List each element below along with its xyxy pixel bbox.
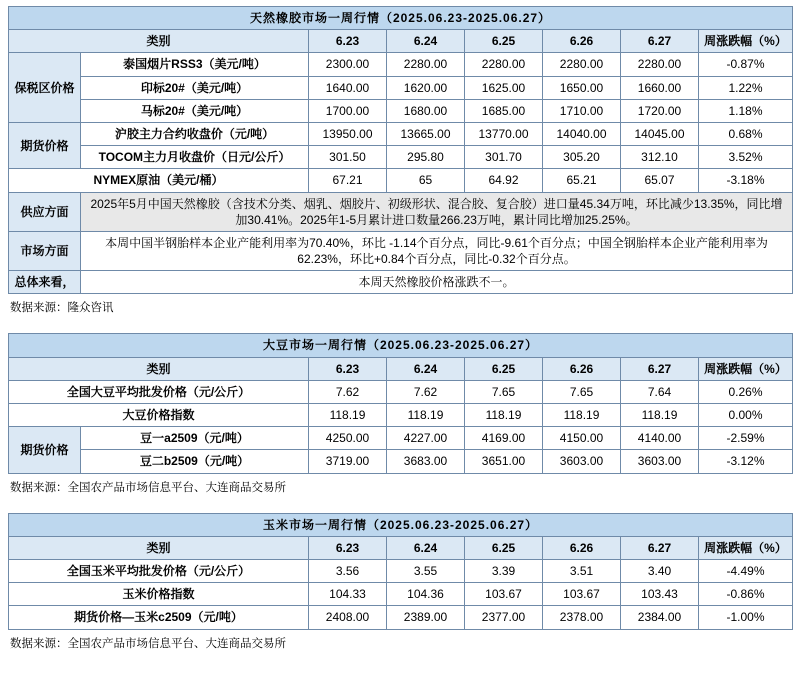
cell-value: 2389.00 <box>387 606 465 629</box>
table-row <box>9 606 793 629</box>
cell-change: -4.49% <box>699 559 793 582</box>
cell-value: 2280.00 <box>543 53 621 76</box>
cell-change: 3.52% <box>699 146 793 169</box>
cell-change: 1.22% <box>699 76 793 99</box>
row-label: 玉米价格指数 <box>9 583 309 606</box>
corn-col-d3: 6.25 <box>465 536 543 559</box>
cell-change: 1.18% <box>699 99 793 122</box>
cell-change: -1.00% <box>699 606 793 629</box>
row-label: 沪胶主力合约收盘价（元/吨） <box>81 122 309 145</box>
soybean-header-row <box>9 357 793 380</box>
cell-value: 65.21 <box>543 169 621 192</box>
soybean-source: 数据来源：全国农产品市场信息平台、大连商品交易所 <box>10 481 286 494</box>
table-row <box>9 427 793 450</box>
cell-value: 7.64 <box>621 380 699 403</box>
soybean-col-d1: 6.23 <box>309 357 387 380</box>
cell-value: 13770.00 <box>465 122 543 145</box>
cell-value: 2377.00 <box>465 606 543 629</box>
rubber-title: 天然橡胶市场一周行情（2025.06.23-2025.06.27） <box>9 7 793 30</box>
cell-change: -3.12% <box>699 450 793 473</box>
cell-value: 2378.00 <box>543 606 621 629</box>
cell-value: 2384.00 <box>621 606 699 629</box>
cell-value: 4227.00 <box>387 427 465 450</box>
summary-label: 总体来看， <box>9 271 81 294</box>
cell-value: 118.19 <box>465 404 543 427</box>
cell-change: -3.18% <box>699 169 793 192</box>
cell-value: 301.50 <box>309 146 387 169</box>
cell-value: 295.80 <box>387 146 465 169</box>
rubber-source: 数据来源：隆众咨讯 <box>10 302 114 315</box>
table-row <box>9 53 793 76</box>
cell-value: 103.67 <box>543 583 621 606</box>
cell-value: 118.19 <box>543 404 621 427</box>
cell-value: 3.39 <box>465 559 543 582</box>
table-row <box>9 559 793 582</box>
cell-change: 0.00% <box>699 404 793 427</box>
table-row <box>9 99 793 122</box>
soybean-col-d3: 6.25 <box>465 357 543 380</box>
table-row <box>9 122 793 145</box>
cell-value: 118.19 <box>309 404 387 427</box>
rubber-title-row <box>9 7 793 30</box>
rubber-col-category: 类别 <box>9 30 309 53</box>
cell-value: 104.33 <box>309 583 387 606</box>
cell-change: 0.68% <box>699 122 793 145</box>
row-label: 大豆价格指数 <box>9 404 309 427</box>
corn-col-d1: 6.23 <box>309 536 387 559</box>
cell-value: 3.56 <box>309 559 387 582</box>
cell-value: 3719.00 <box>309 450 387 473</box>
rubber-col-d1: 6.23 <box>309 30 387 53</box>
row-label: 豆二b2509（元/吨） <box>81 450 309 473</box>
rubber-col-d3: 6.25 <box>465 30 543 53</box>
rubber-header-row <box>9 30 793 53</box>
row-label: NYMEX原油（美元/桶） <box>9 169 309 192</box>
cell-value: 3683.00 <box>387 450 465 473</box>
corn-title-row <box>9 513 793 536</box>
corn-header-row <box>9 536 793 559</box>
soybean-table <box>8 333 793 473</box>
cell-value: 4140.00 <box>621 427 699 450</box>
soybean-title: 大豆市场一周行情（2025.06.23-2025.06.27） <box>9 334 793 357</box>
market-row <box>9 231 793 270</box>
row-label: 期货价格—玉米c2509（元/吨） <box>9 606 309 629</box>
table-row <box>9 76 793 99</box>
corn-section <box>8 513 792 651</box>
cell-value: 3603.00 <box>543 450 621 473</box>
cell-value: 64.92 <box>465 169 543 192</box>
corn-col-d4: 6.26 <box>543 536 621 559</box>
cell-value: 104.36 <box>387 583 465 606</box>
supply-text: 2025年5月中国天然橡胶（含技术分类、烟乳、烟胶片、初级形状、混合胶、复合胶）进口量45.34万吨，环比减少13.35%，同比增加30.41%。2025年1-5月累计进口数量266.23万吨，累计同比增加25.25%。 <box>81 192 793 231</box>
row-label: 马标20#（美元/吨） <box>81 99 309 122</box>
soybean-col-category: 类别 <box>9 357 309 380</box>
rubber-table <box>8 6 793 294</box>
cell-value: 3651.00 <box>465 450 543 473</box>
cell-value: 7.65 <box>543 380 621 403</box>
cell-value: 13665.00 <box>387 122 465 145</box>
rubber-col-change: 周涨跌幅（%） <box>699 30 793 53</box>
cell-value: 103.67 <box>465 583 543 606</box>
cell-value: 2280.00 <box>387 53 465 76</box>
cell-value: 118.19 <box>621 404 699 427</box>
soybean-col-d4: 6.26 <box>543 357 621 380</box>
cell-value: 65.07 <box>621 169 699 192</box>
rubber-section <box>8 6 792 315</box>
cell-value: 13950.00 <box>309 122 387 145</box>
cell-value: 14040.00 <box>543 122 621 145</box>
row-label: 全国大豆平均批发价格（元/公斤） <box>9 380 309 403</box>
table-row <box>9 380 793 403</box>
cell-value: 301.70 <box>465 146 543 169</box>
cell-value: 103.43 <box>621 583 699 606</box>
market-text: 本周中国半钢胎样本企业产能利用率为70.40%，环比 -1.14个百分点，同比-9.61个百分点；中国全钢胎样本企业产能利用率为62.23%，环比+0.84个百分点，同比-0.32个百分点。 <box>81 231 793 270</box>
cell-value: 7.65 <box>465 380 543 403</box>
cell-change: -0.87% <box>699 53 793 76</box>
market-label: 市场方面 <box>9 231 81 270</box>
cell-value: 1640.00 <box>309 76 387 99</box>
summary-row <box>9 271 793 294</box>
cell-value: 3.55 <box>387 559 465 582</box>
corn-title: 玉米市场一周行情（2025.06.23-2025.06.27） <box>9 513 793 536</box>
soybean-col-d5: 6.27 <box>621 357 699 380</box>
cell-value: 2408.00 <box>309 606 387 629</box>
supply-row <box>9 192 793 231</box>
cell-value: 118.19 <box>387 404 465 427</box>
rubber-col-d5: 6.27 <box>621 30 699 53</box>
rubber-group-label-1: 期货价格 <box>9 122 81 168</box>
corn-col-d5: 6.27 <box>621 536 699 559</box>
cell-value: 3603.00 <box>621 450 699 473</box>
cell-value: 1685.00 <box>465 99 543 122</box>
cell-value: 305.20 <box>543 146 621 169</box>
cell-value: 7.62 <box>309 380 387 403</box>
table-row <box>9 583 793 606</box>
table-row <box>9 404 793 427</box>
supply-label: 供应方面 <box>9 192 81 231</box>
corn-col-change: 周涨跌幅（%） <box>699 536 793 559</box>
summary-text: 本周天然橡胶价格涨跌不一。 <box>81 271 793 294</box>
cell-value: 3.40 <box>621 559 699 582</box>
table-row <box>9 450 793 473</box>
cell-change: -2.59% <box>699 427 793 450</box>
row-label: 泰国烟片RSS3（美元/吨） <box>81 53 309 76</box>
cell-value: 67.21 <box>309 169 387 192</box>
cell-value: 1620.00 <box>387 76 465 99</box>
corn-source: 数据来源：全国农产品市场信息平台、大连商品交易所 <box>10 637 286 650</box>
cell-value: 2300.00 <box>309 53 387 76</box>
cell-value: 2280.00 <box>465 53 543 76</box>
corn-col-category: 类别 <box>9 536 309 559</box>
cell-value: 65 <box>387 169 465 192</box>
soybean-col-d2: 6.24 <box>387 357 465 380</box>
soybean-col-change: 周涨跌幅（%） <box>699 357 793 380</box>
cell-value: 1625.00 <box>465 76 543 99</box>
cell-value: 312.10 <box>621 146 699 169</box>
cell-value: 1720.00 <box>621 99 699 122</box>
table-row <box>9 169 793 192</box>
soybean-futures-label: 期货价格 <box>9 427 81 473</box>
row-label: 印标20#（美元/吨） <box>81 76 309 99</box>
rubber-col-d4: 6.26 <box>543 30 621 53</box>
table-row <box>9 146 793 169</box>
cell-value: 14045.00 <box>621 122 699 145</box>
rubber-col-d2: 6.24 <box>387 30 465 53</box>
row-label: TOCOM主力月收盘价（日元/公斤） <box>81 146 309 169</box>
cell-value: 4150.00 <box>543 427 621 450</box>
cell-change: -0.86% <box>699 583 793 606</box>
soybean-section <box>8 333 792 494</box>
row-label: 全国玉米平均批发价格（元/公斤） <box>9 559 309 582</box>
cell-value: 1700.00 <box>309 99 387 122</box>
cell-value: 3.51 <box>543 559 621 582</box>
corn-col-d2: 6.24 <box>387 536 465 559</box>
cell-value: 2280.00 <box>621 53 699 76</box>
cell-value: 1650.00 <box>543 76 621 99</box>
cell-value: 4169.00 <box>465 427 543 450</box>
cell-value: 1660.00 <box>621 76 699 99</box>
row-label: 豆一a2509（元/吨） <box>81 427 309 450</box>
cell-value: 1680.00 <box>387 99 465 122</box>
cell-value: 1710.00 <box>543 99 621 122</box>
cell-value: 7.62 <box>387 380 465 403</box>
cell-change: 0.26% <box>699 380 793 403</box>
cell-value: 4250.00 <box>309 427 387 450</box>
soybean-title-row <box>9 334 793 357</box>
rubber-group-label-0: 保税区价格 <box>9 53 81 123</box>
corn-table <box>8 513 793 630</box>
